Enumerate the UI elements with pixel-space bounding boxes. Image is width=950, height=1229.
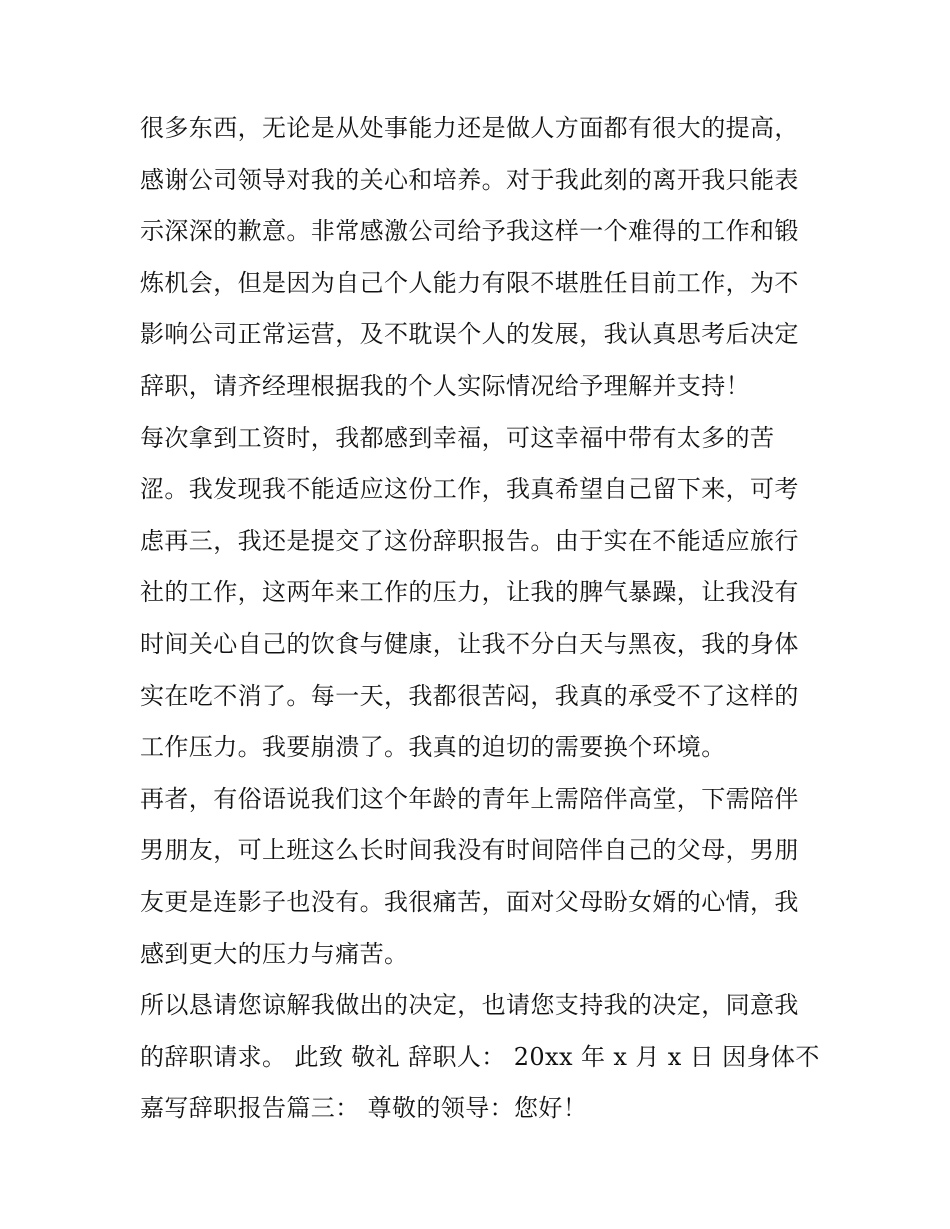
text-line: 所以恳请您谅解我做出的决定，也请您支持我的决定，同意我: [140, 991, 799, 1020]
text-line: 社的工作，这两年来工作的压力，让我的脾气暴躁，让我没有: [140, 578, 799, 607]
text-line: 再者，有俗语说我们这个年龄的青年上需陪伴高堂，下需陪伴: [140, 784, 799, 813]
text-line: 嘉写辞职报告篇三： 尊敬的领导：您好！: [140, 1094, 588, 1123]
text-line: 炼机会，但是因为自己个人能力有限不堪胜任目前工作，为不: [140, 268, 799, 297]
text-line: 时间关心自己的饮食与健康，让我不分白天与黑夜，我的身体: [140, 629, 799, 658]
text-line: 实在吃不消了。每一天，我都很苦闷，我真的承受不了这样的: [140, 681, 799, 710]
text-line: 虑再三，我还是提交了这份辞职报告。由于实在不能适应旅行: [140, 526, 799, 555]
text-line: 的辞职请求。 此致 敬礼 辞职人： 20xx 年 x 月 x 日 因身体不: [140, 1042, 820, 1071]
text-line: 工作压力。我要崩溃了。我真的迫切的需要换个环境。: [140, 733, 726, 762]
text-line: 很多东西，无论是从处事能力还是做人方面都有很大的提高，: [140, 114, 799, 142]
text-line: 感谢公司领导对我的关心和培养。对于我此刻的离开我只能表: [140, 165, 799, 194]
document-body: [140, 103, 820, 1135]
text-line: 示深深的歉意。非常感激公司给予我这样一个难得的工作和锻: [140, 217, 799, 246]
text-line: 影响公司正常运营，及不耽误个人的发展，我认真思考后决定: [140, 320, 799, 349]
text-line: 男朋友，可上班这么长时间我没有时间陪伴自己的父母，男朋: [140, 836, 799, 865]
text-line: 涩。我发现我不能适应这份工作，我真希望自己留下来，可考: [140, 475, 799, 504]
text-line: 辞职，请齐经理根据我的个人实际情况给予理解并支持！: [140, 371, 750, 400]
text-line: 友更是连影子也没有。我很痛苦，面对父母盼女婿的心情，我: [140, 887, 799, 916]
text-line: 每次拿到工资时，我都感到幸福，可这幸福中带有太多的苦: [140, 423, 775, 452]
text-line: 感到更大的压力与痛苦。: [140, 939, 409, 968]
